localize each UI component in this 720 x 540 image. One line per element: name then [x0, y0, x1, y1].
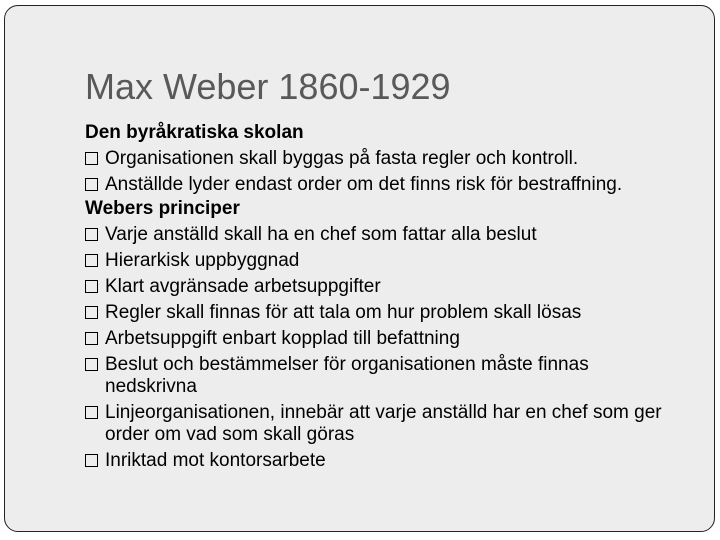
bullet-text: Organisationen skall byggas på fasta regler och kontroll.: [105, 148, 579, 169]
bullet-text: Inriktad mot kontorsarbete: [105, 450, 326, 471]
bullet-text: Anställde lyder endast order om det finns risk för bestraffning.: [105, 174, 623, 195]
bullet-text: Regler skall finnas för att tala om hur problem skall lösas: [105, 302, 582, 323]
checkbox-bullet-icon: [85, 178, 98, 191]
bullet-item: [85, 276, 685, 298]
bullet-item: [85, 354, 685, 398]
section-heading: Webers principer: [85, 198, 240, 219]
bullet-item: [85, 250, 685, 272]
bullet-item: [85, 450, 685, 472]
bullet-item: [85, 174, 685, 196]
checkbox-bullet-icon: [85, 358, 98, 371]
checkbox-bullet-icon: [85, 280, 98, 293]
checkbox-bullet-icon: [85, 254, 98, 267]
checkbox-bullet-icon: [85, 454, 98, 467]
checkbox-bullet-icon: [85, 406, 98, 419]
checkbox-bullet-icon: [85, 152, 98, 165]
slide-content: [85, 122, 685, 472]
bullet-text: Linjeorganisationen, innebär att varje anställd har en chef som ger order om vad som skall göras: [105, 402, 662, 445]
bullet-item: [85, 224, 685, 246]
checkbox-bullet-icon: [85, 332, 98, 345]
checkbox-bullet-icon: [85, 228, 98, 241]
bullet-item: [85, 402, 685, 446]
section-heading: Den byråkratiska skolan: [85, 122, 304, 143]
bullet-text: Beslut och bestämmelser för organisationen måste finnas nedskrivna: [105, 354, 589, 397]
bullet-text: Hierarkisk uppbyggnad: [105, 250, 300, 271]
bullet-text: Arbetsuppgift enbart kopplad till befattning: [105, 328, 460, 349]
bullet-text: Klart avgränsade arbetsuppgifter: [105, 276, 381, 297]
bullet-item: [85, 328, 685, 350]
slide: [4, 5, 715, 532]
bullet-text: Varje anställd skall ha en chef som fattar alla beslut: [105, 224, 537, 245]
slide-title: Max Weber 1860-1929: [85, 66, 451, 107]
checkbox-bullet-icon: [85, 306, 98, 319]
bullet-item: [85, 148, 685, 170]
bullet-item: [85, 302, 685, 324]
